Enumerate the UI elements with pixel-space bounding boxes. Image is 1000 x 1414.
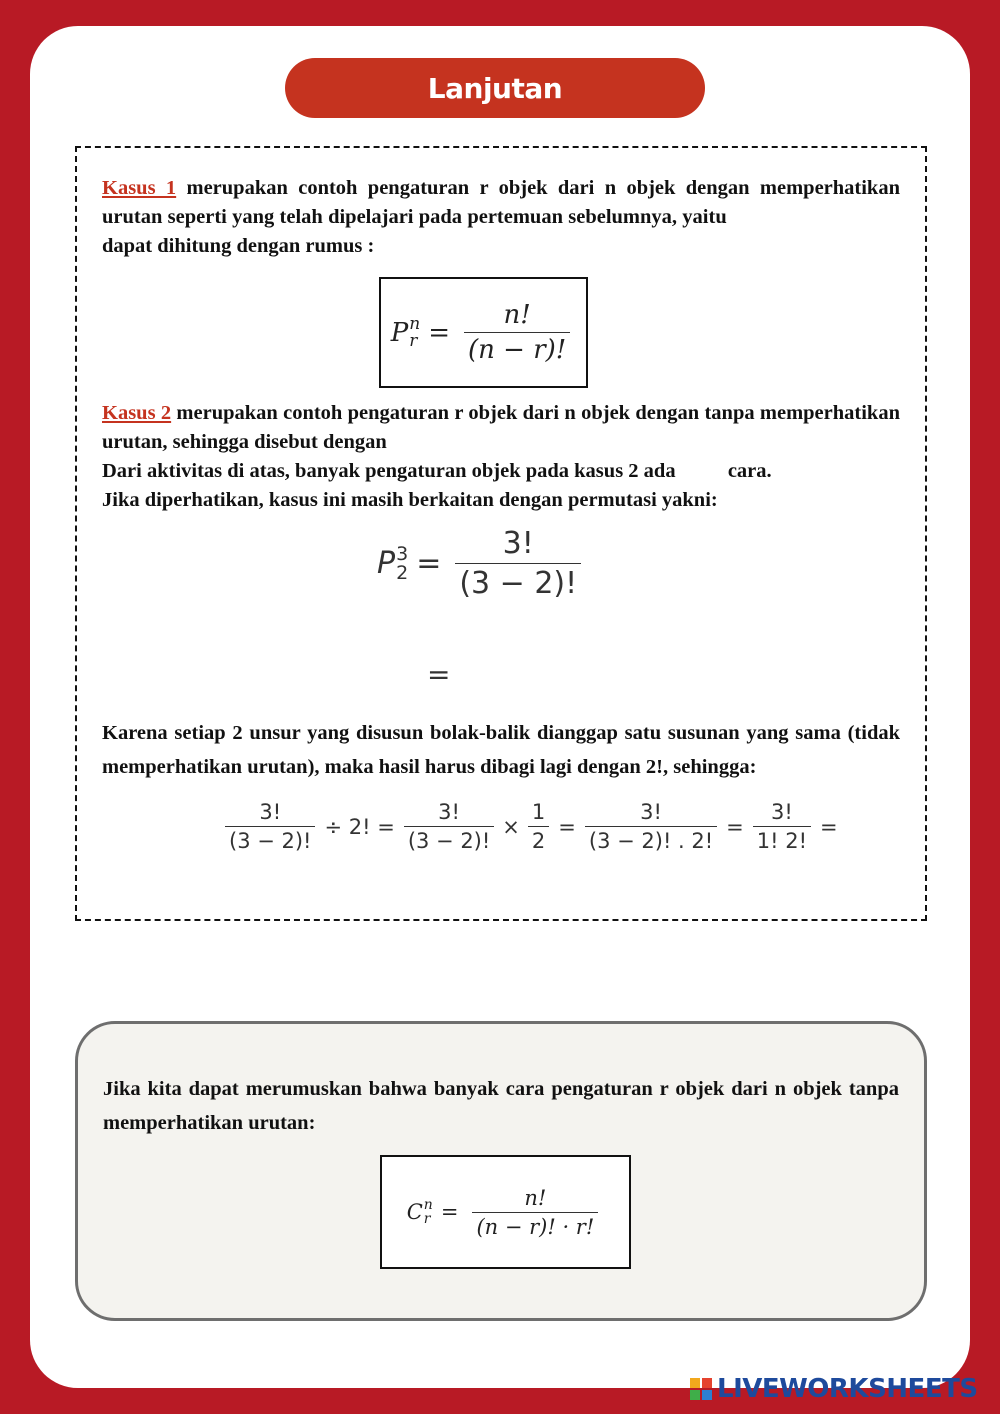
p32-sup: 3 <box>396 542 409 565</box>
aktivitas-text: Dari aktivitas di atas, banyak pengaturan objek pada kasus 2 ada <box>102 460 676 482</box>
formula-sub: r <box>409 330 418 351</box>
kasus1-paragraph <box>102 174 900 261</box>
logo-squares-icon <box>690 1378 712 1400</box>
comb-denominator: (n − r)! · r! <box>472 1212 598 1239</box>
chain-f5-den: 1! 2! <box>753 826 811 853</box>
combination-text: Jika kita dapat merumuskan bahwa banyak cara pengaturan r objek dari n objek tanpa memperhatikan urutan: <box>103 1078 899 1134</box>
chain-f4-den: (3 − 2)! . 2! <box>585 826 717 853</box>
permutation-formula <box>391 300 576 365</box>
title-banner <box>285 58 705 118</box>
kasus2-text: merupakan contoh pengaturan r objek dari n objek dengan tanpa memperhatikan urutan, sehingga disebut dengan <box>102 402 900 453</box>
permutation-formula-box <box>379 277 588 388</box>
chain-f1-den: (3 − 2)! <box>225 826 315 853</box>
comb-symbol: C <box>406 1200 423 1224</box>
chain-f2-den: (3 − 2)! <box>404 826 494 853</box>
comb-equals: = <box>440 1200 459 1224</box>
formula-numerator: n! <box>503 300 531 330</box>
kasus1-text: merupakan contoh pengaturan r objek dari n objek dengan memperhatikan urutan seperti yang telah dipelajari pada pertemuan sebelumnya, yaitu <box>102 177 900 228</box>
division-chain <box>219 800 841 853</box>
formula-denominator: (n − r)! <box>464 332 570 365</box>
combination-formula <box>407 1186 605 1239</box>
aktivitas-line <box>102 457 900 486</box>
formula-symbol: P <box>390 317 409 348</box>
liveworksheets-logo <box>690 1374 978 1404</box>
logo-text: LIVEWORKSHEETS <box>717 1374 978 1404</box>
formula-sup: n <box>409 313 421 334</box>
comb-numerator: n! <box>524 1185 547 1210</box>
combination-summary-box <box>75 1021 927 1321</box>
chain-div: ÷ 2! = <box>324 814 395 839</box>
p32-sub: 2 <box>396 561 409 584</box>
worksheet-page <box>30 26 970 1388</box>
p32-formula <box>377 526 587 601</box>
karena-paragraph: Karena setiap 2 unsur yang disusun bolak-balik dianggap satu susunan yang sama (tidak memperhatikan urutan), maka hasil harus dibagi lagi dengan 2!, sehingga: <box>102 722 900 778</box>
p32-numerator: 3! <box>502 526 534 561</box>
formula-equals: = <box>428 317 450 348</box>
chain-eq3: = <box>820 814 838 839</box>
p32-formula-container <box>377 526 587 601</box>
kasus1-text-end: dapat dihitung dengan rumus : <box>102 235 375 257</box>
kasus2-label: Kasus 2 <box>102 402 172 424</box>
p32-result-equals: = <box>427 658 451 691</box>
comb-sub: r <box>423 1211 431 1227</box>
permutasi-line: Jika diperhatikan, kasus ini masih berkaitan dengan permutasi yakni: <box>102 489 718 511</box>
comb-sup: n <box>423 1197 433 1213</box>
chain-times: × <box>502 814 520 839</box>
division-equation <box>219 800 841 853</box>
chain-f3-num: 1 <box>531 800 546 824</box>
aktivitas-suffix: cara. <box>727 460 772 482</box>
chain-f5-num: 3! <box>771 800 793 824</box>
chain-f4-num: 3! <box>640 800 662 824</box>
explanation-box <box>75 146 927 921</box>
chain-f3-den: 2 <box>528 826 549 853</box>
kasus2-paragraph <box>102 399 900 457</box>
page-title: Lanjutan <box>427 71 563 105</box>
chain-f1-num: 3! <box>259 800 282 824</box>
p32-equals: = <box>416 546 442 581</box>
kasus1-label: Kasus 1 <box>102 177 177 199</box>
chain-f2-num: 3! <box>438 800 460 824</box>
p32-denominator: (3 − 2)! <box>455 563 581 601</box>
p32-symbol: P <box>377 546 396 581</box>
chain-eq1: = <box>558 814 576 839</box>
combination-formula-box <box>380 1155 631 1269</box>
chain-eq2: = <box>726 814 744 839</box>
